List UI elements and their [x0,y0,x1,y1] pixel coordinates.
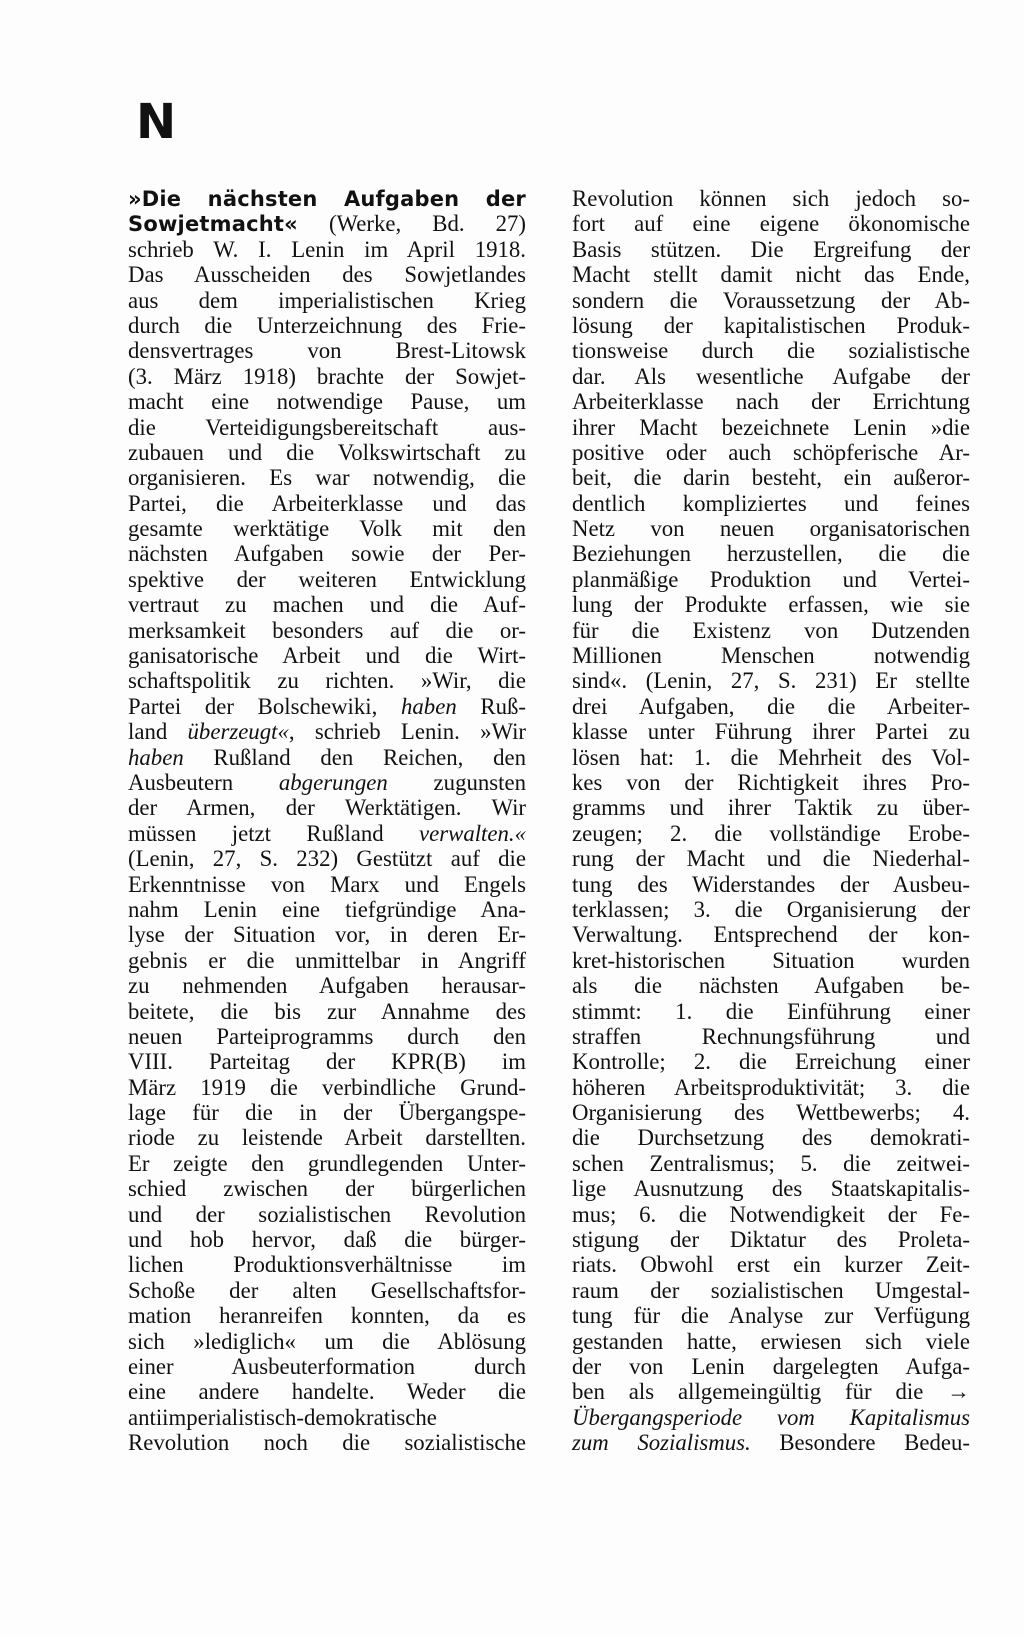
text-segment: kret-historischen Situation wurden [572,947,970,973]
text-segment: und hob hervor, daß die bürger- [128,1227,526,1253]
text-line [128,364,526,389]
text-line [128,1278,526,1303]
text-line [128,1176,526,1201]
text-segment: Organisierung des Wettbewerbs; 4. [572,1100,970,1126]
text-segment: Ruß- [456,693,526,719]
text-segment: Besondere Bedeu- [750,1430,970,1456]
text-line [128,516,526,541]
text-segment: Arbeiterklasse nach der Errichtung [572,389,970,415]
text-line [572,694,970,719]
text-segment: Verwaltung. Entsprechend der kon- [572,922,970,948]
text-line [572,313,970,338]
text-segment: gesamte werktätige Volk mit den [128,516,526,542]
text-line [128,948,526,973]
text-line [572,186,970,211]
text-line [572,516,970,541]
text-line [128,1202,526,1227]
text-segment: stigung der Diktatur des Proleta- [572,1227,970,1253]
text-segment: riats. Obwohl erst ein kurzer Zeit- [572,1252,970,1278]
text-line [128,1024,526,1049]
emphasis-text: zum Sozialismus. [572,1430,751,1456]
text-line [128,668,526,693]
text-line [572,1100,970,1125]
text-line [128,1354,526,1379]
text-line [128,1100,526,1125]
text-line [572,1049,970,1074]
text-segment: einer Ausbeuterformation durch [128,1353,526,1379]
text-line [572,1379,970,1404]
text-line [572,922,970,947]
text-segment: ben als allgemeingültig für die → [572,1379,970,1405]
entry-heading: Sowjetmacht« [128,212,298,237]
text-segment: macht eine notwendige Pause, um [128,389,526,415]
text-segment: mation heranreifen konnten, da es [128,1303,526,1329]
text-line [572,1227,970,1252]
text-line [128,541,526,566]
text-line [128,1405,526,1430]
text-line [128,999,526,1024]
text-segment: lösen hat: 1. die Mehrheit des Vol- [572,744,970,770]
text-line [572,1024,970,1049]
emphasis-text: überzeugt« [187,719,289,745]
text-segment: Beziehungen herzustellen, die die [572,541,970,567]
text-line [572,821,970,846]
text-line [572,1202,970,1227]
text-segment: für die Existenz von Dutzenden [572,617,970,643]
text-segment: positive oder auch schöpferische Ar- [572,439,970,465]
text-line [572,1125,970,1150]
text-segment: Partei, die Arbeiterklasse und das [128,490,526,516]
text-line [128,872,526,897]
text-line [572,719,970,744]
text-segment: Er zeigte den grundlegenden Unter- [128,1150,526,1176]
text-segment: die Durchsetzung des demokrati- [572,1125,970,1151]
text-line [572,948,970,973]
text-line [572,288,970,313]
text-line [128,415,526,440]
text-segment: Revolution können sich jedoch so- [572,186,970,211]
text-line [572,237,970,262]
text-segment: Netz von neuen organisatorischen [572,516,970,542]
text-line [572,211,970,236]
text-segment: beit, die darin besteht, ein außeror- [572,465,970,491]
text-segment: schen Zentralismus; 5. die zeitwei- [572,1150,970,1176]
text-line [128,211,526,236]
text-line [572,1176,970,1201]
text-segment: sind«. (Lenin, 27, S. 231) Er stellte [572,668,970,694]
text-line [128,897,526,922]
text-segment: (Lenin, 27, S. 232) Gestützt auf die [128,846,526,872]
text-segment: Schoße der alten Gesellschaftsfor- [128,1277,526,1303]
text-segment: Rußland den Reichen, den [183,744,526,770]
text-line [128,1252,526,1277]
text-line [128,465,526,490]
text-segment: terklassen; 3. die Organisierung der [572,896,970,922]
text-segment: schaftspolitik zu richten. »Wir, die [128,668,526,694]
text-segment: Kontrolle; 2. die Erreichung einer [572,1049,970,1075]
text-line [572,1405,970,1430]
text-segment: aus dem imperialistischen Krieg [128,287,526,313]
text-line [128,643,526,668]
text-segment: drei Aufgaben, die die Arbeiter- [572,693,970,719]
text-segment: gestanden hatte, erwiesen sich viele [572,1328,970,1354]
text-segment: gramms und ihrer Taktik zu über- [572,795,970,821]
text-line [128,491,526,516]
text-segment: planmäßige Produktion und Vertei- [572,566,970,592]
text-line [128,313,526,338]
text-segment: neuen Parteiprogramms durch den [128,1023,526,1049]
text-segment: merksamkeit besonders auf die or- [128,617,526,643]
text-segment: lyse der Situation vor, in deren Er- [128,922,526,948]
text-line [572,592,970,617]
text-segment: lichen Produktionsverhältnisse im [128,1252,526,1278]
text-line [128,1049,526,1074]
text-segment: Ausbeutern [128,769,279,795]
text-line [128,567,526,592]
text-line [128,440,526,465]
text-segment: Das Ausscheiden des Sowjetlandes [128,262,526,288]
text-segment: Revolution noch die sozialistische [128,1430,526,1456]
right-text-column [572,186,970,1456]
text-line [572,1329,970,1354]
text-line [128,618,526,643]
text-line [572,364,970,389]
text-line [128,237,526,262]
text-line [128,389,526,414]
text-line [128,745,526,770]
text-line [572,541,970,566]
text-line [128,795,526,820]
text-segment: zubauen und die Volkswirtschaft zu [128,439,526,465]
text-line [128,1430,526,1455]
text-line [572,618,970,643]
text-segment: ganisatorische Arbeit und die Wirt- [128,643,526,669]
text-segment: mus; 6. die Notwendigkeit der Fe- [572,1201,970,1227]
text-segment: höheren Arbeitsproduktivität; 3. die [572,1074,970,1100]
text-line [572,1252,970,1277]
text-segment: Basis stützen. Die Ergreifung der [572,236,970,262]
text-line [572,872,970,897]
text-line [128,821,526,846]
text-segment: tung des Widerstandes der Ausbeu- [572,871,970,897]
text-segment: durch die Unterzeichnung des Frie- [128,312,526,338]
text-segment: der von Lenin dargelegten Aufga- [572,1353,970,1379]
text-segment: Partei der Bolschewiki, [128,693,401,719]
text-segment: tionsweise durch die sozialistische [572,338,970,364]
emphasis-text: haben [128,744,184,770]
text-segment: Erkenntnisse von Marx und Engels [128,871,526,897]
text-line [572,897,970,922]
text-segment: lösung der kapitalistischen Produk- [572,312,970,338]
text-segment: der Armen, der Werktätigen. Wir [128,795,526,821]
emphasis-text: haben [401,693,457,719]
text-segment: schrieb W. I. Lenin im April 1918. [128,236,526,262]
text-line [128,1125,526,1150]
text-line [572,999,970,1024]
text-line [128,592,526,617]
text-segment: nächsten Aufgaben sowie der Per- [128,541,526,567]
text-line [128,973,526,998]
text-line [128,846,526,871]
text-segment: lage für die in der Übergangspe- [128,1100,526,1126]
text-segment: (Werke, Bd. 27) [297,211,526,237]
text-segment: antiimperialistisch-demokratische [128,1404,437,1430]
text-segment: straffen Rechnungsführung und [572,1023,970,1049]
text-segment: raum der sozialistischen Umgestal- [572,1277,970,1303]
text-segment: dar. Als wesentliche Aufgabe der [572,363,970,389]
emphasis-text: abgerungen [278,769,388,795]
text-segment: vertraut zu machen und die Auf- [128,592,526,618]
text-line [572,973,970,998]
text-line [128,694,526,719]
text-line [128,1303,526,1328]
text-segment: riode zu leistende Arbeit darstellten. [128,1125,526,1151]
text-segment: eine andere handelte. Weder die [128,1379,526,1405]
text-line [572,1354,970,1379]
text-segment: lung der Produkte erfassen, wie sie [572,592,970,618]
text-segment: ihrer Macht bezeichnete Lenin »die [572,414,970,440]
text-segment: zu nehmenden Aufgaben herausar- [128,973,526,999]
text-line [572,770,970,795]
text-line [572,262,970,287]
emphasis-text: verwalten.« [419,820,526,846]
text-line [128,288,526,313]
text-line [572,643,970,668]
text-segment: land [128,719,188,745]
text-line [128,770,526,795]
text-line [128,922,526,947]
text-line [572,745,970,770]
section-letter: N [136,94,177,150]
text-line [572,389,970,414]
text-line [572,465,970,490]
text-segment: Millionen Menschen notwendig [572,643,970,669]
text-line [572,795,970,820]
text-segment: gebnis er die unmittelbar in Angriff [128,947,526,973]
entry-heading: »Die nächsten Aufgaben der [128,187,526,211]
text-line [572,1430,970,1455]
text-segment: , schrieb Lenin. »Wir [288,719,526,745]
text-line [572,1151,970,1176]
text-line [128,719,526,744]
text-line [572,1303,970,1328]
text-segment: lige Ausnutzung des Staatskapitalis- [572,1176,970,1202]
text-line [572,1278,970,1303]
text-segment: schied zwischen der bürgerlichen [128,1176,526,1202]
text-segment: als die nächsten Aufgaben be- [572,973,970,999]
text-line [572,440,970,465]
text-segment: klasse unter Führung ihrer Partei zu [572,719,970,745]
left-text-column [128,186,526,1456]
text-segment: (3. März 1918) brachte der Sowjet- [128,363,526,389]
text-line [572,567,970,592]
text-line [128,262,526,287]
text-segment: sondern die Voraussetzung der Ab- [572,287,970,313]
text-line [572,338,970,363]
text-segment: kes von der Richtigkeit ihres Pro- [572,769,970,795]
text-segment: nahm Lenin eine tiefgründige Ana- [128,896,526,922]
text-line [128,1075,526,1100]
text-line [572,846,970,871]
text-segment: März 1919 die verbindliche Grund- [128,1074,526,1100]
text-segment: zeugen; 2. die vollständige Erobe- [572,820,970,846]
text-segment: sich »lediglich« um die Ablösung [128,1328,526,1354]
text-line [128,338,526,363]
text-segment: die Verteidigungsbereitschaft aus- [128,414,526,440]
text-segment: fort auf eine eigene ökonomische [572,211,970,237]
text-line [572,491,970,516]
text-segment: spektive der weiteren Entwicklung [128,566,526,592]
text-line [128,1227,526,1252]
text-segment: zugunsten [387,769,526,795]
text-line [128,1151,526,1176]
text-line [572,415,970,440]
text-segment: VIII. Parteitag der KPR(B) im [128,1049,526,1075]
text-segment: dentlich kompliziertes und feines [572,490,970,516]
text-segment: stimmt: 1. die Einführung einer [572,998,970,1024]
text-segment: rung der Macht und die Niederhal- [572,846,970,872]
text-segment: organisieren. Es war notwendig, die [128,465,526,491]
text-segment: müssen jetzt Rußland [128,820,419,846]
text-segment: tung für die Analyse zur Verfügung [572,1303,970,1329]
text-line [128,186,526,211]
text-segment: densvertrages von Brest-Litowsk [128,338,526,364]
text-segment: Macht stellt damit nicht das Ende, [572,262,970,288]
text-segment: und der sozialistischen Revolution [128,1201,526,1227]
text-line [128,1329,526,1354]
emphasis-text: Übergangsperiode vom Kapitalismus [572,1404,970,1430]
text-line [572,668,970,693]
text-segment: beitete, die bis zur Annahme des [128,998,526,1024]
text-line [128,1379,526,1404]
text-line [572,1075,970,1100]
